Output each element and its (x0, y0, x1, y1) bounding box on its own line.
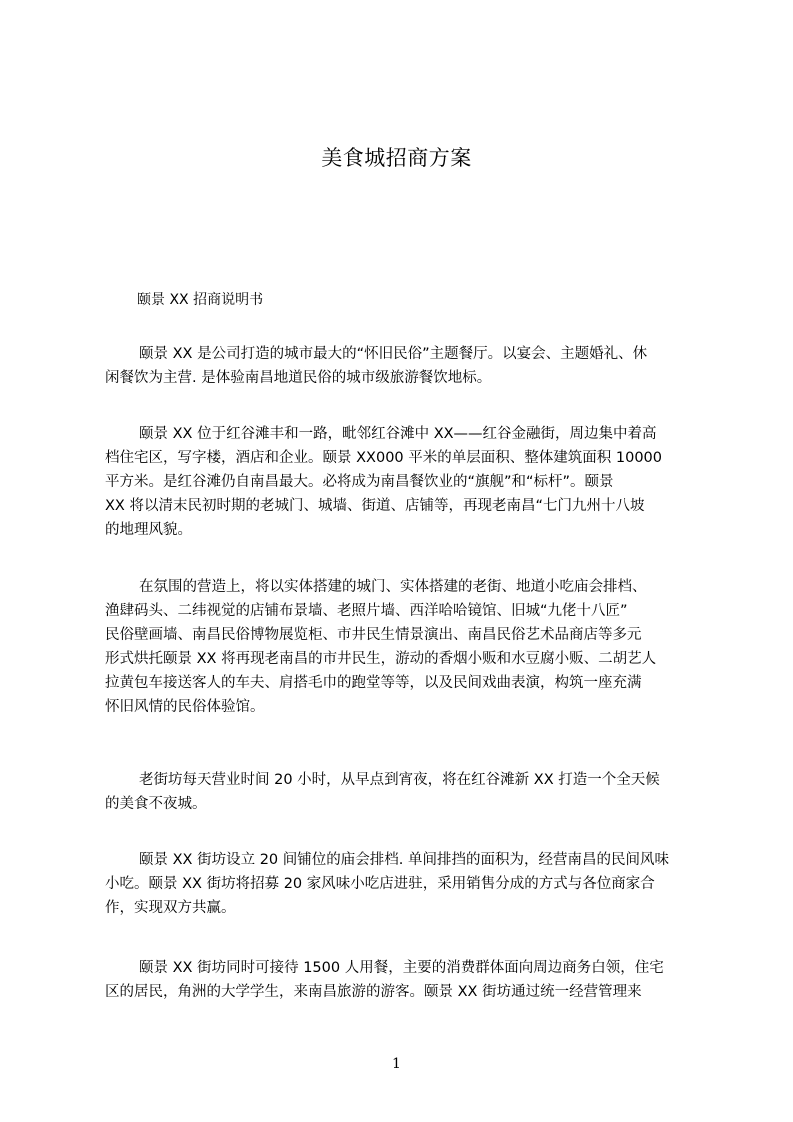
page-number: 1 (392, 1056, 401, 1072)
paragraph-line: 颐景 XX 街坊设立 20 间铺位的庙会排档. 单间排挡的面积为，经营南昌的民间风味 (139, 852, 669, 868)
paragraph-capacity (105, 956, 705, 1004)
paragraph-line: 闲餐饮为主营. 是体验南昌地道民俗的城市级旅游餐饮地标。 (105, 370, 492, 386)
paragraph-hours (105, 768, 705, 816)
paragraph-line: 老街坊每天营业时间 20 小时，从早点到宵夜，将在红谷滩新 XX 打造一个全天候 (139, 772, 660, 788)
paragraph-line: 颐景 XX 位于红谷滩丰和一路，毗邻红谷滩中 XX——红谷金融街，周边集中着高 (139, 426, 657, 442)
paragraph-location (105, 422, 705, 542)
paragraph-line: 颐景 XX 是公司打造的城市最大的“怀旧民俗”主题餐厅。以宴会、主题婚礼、休 (139, 346, 648, 362)
page-title: 美食城招商方案 (321, 146, 472, 170)
paragraph-line: 在氛围的营造上，将以实体搭建的城门、实体搭建的老街、地道小吃庙会排档、 (139, 579, 647, 595)
paragraph-line: 小吃。颐景 XX 街坊将招募 20 家风味小吃店进驻，采用销售分成的方式与各位商家合 (105, 876, 655, 892)
paragraph-line: 颐景 XX 街坊同时可接待 1500 人用餐，主要的消费群体面向周边商务白领，住宅 (139, 960, 664, 976)
paragraph-line: 渔肆码头、二纬视觉的店铺布景墙、老照片墙、西洋哈哈镜馆、旧城“九佬十八匠” (105, 603, 628, 619)
paragraph-atmosphere (105, 575, 705, 719)
paragraph-line: 形式烘托颐景 XX 将再现老南昌的市井民生，游动的香烟小贩和水豆腐小贩、二胡艺人 (105, 651, 657, 667)
paragraph-line: 作，实现双方共赢。 (105, 900, 236, 916)
paragraph-line: 的地理风貌。 (105, 522, 192, 538)
paragraph-line: 档住宅区，写字楼，酒店和企业。颐景 XX000 平米的单层面积、整体建筑面积 10000 (105, 450, 662, 466)
paragraph-line: 民俗壁画墙、南昌民俗博物展览柜、市井民生情景演出、南昌民俗艺术品商店等多元 (105, 627, 642, 643)
paragraph-line: 拉黄包车接送客人的车夫、肩搭毛巾的跑堂等等，以及民间戏曲表演，构筑一座充满 (105, 675, 642, 691)
paragraph-stalls (105, 848, 705, 920)
paragraph-intro (105, 342, 705, 390)
paragraph-line: 区的居民，角洲的大学学生，来南昌旅游的游客。颐景 XX 街坊通过统一经营管理来 (105, 984, 642, 1000)
paragraph-line: 怀旧风情的民俗体验馆。 (105, 699, 265, 715)
document-subtitle: 颐景 XX 招商说明书 (137, 292, 264, 308)
paragraph-line: 平方米。是红谷滩仍自南昌最大。必将成为南昌餐饮业的“旗舰”和“标杆”。颐景 (105, 474, 614, 490)
paragraph-line: XX 将以清末民初时期的老城门、城墙、街道、店铺等，再现老南昌“七门九州十八坡 (105, 498, 645, 514)
paragraph-line: 的美食不夜城。 (105, 796, 207, 812)
